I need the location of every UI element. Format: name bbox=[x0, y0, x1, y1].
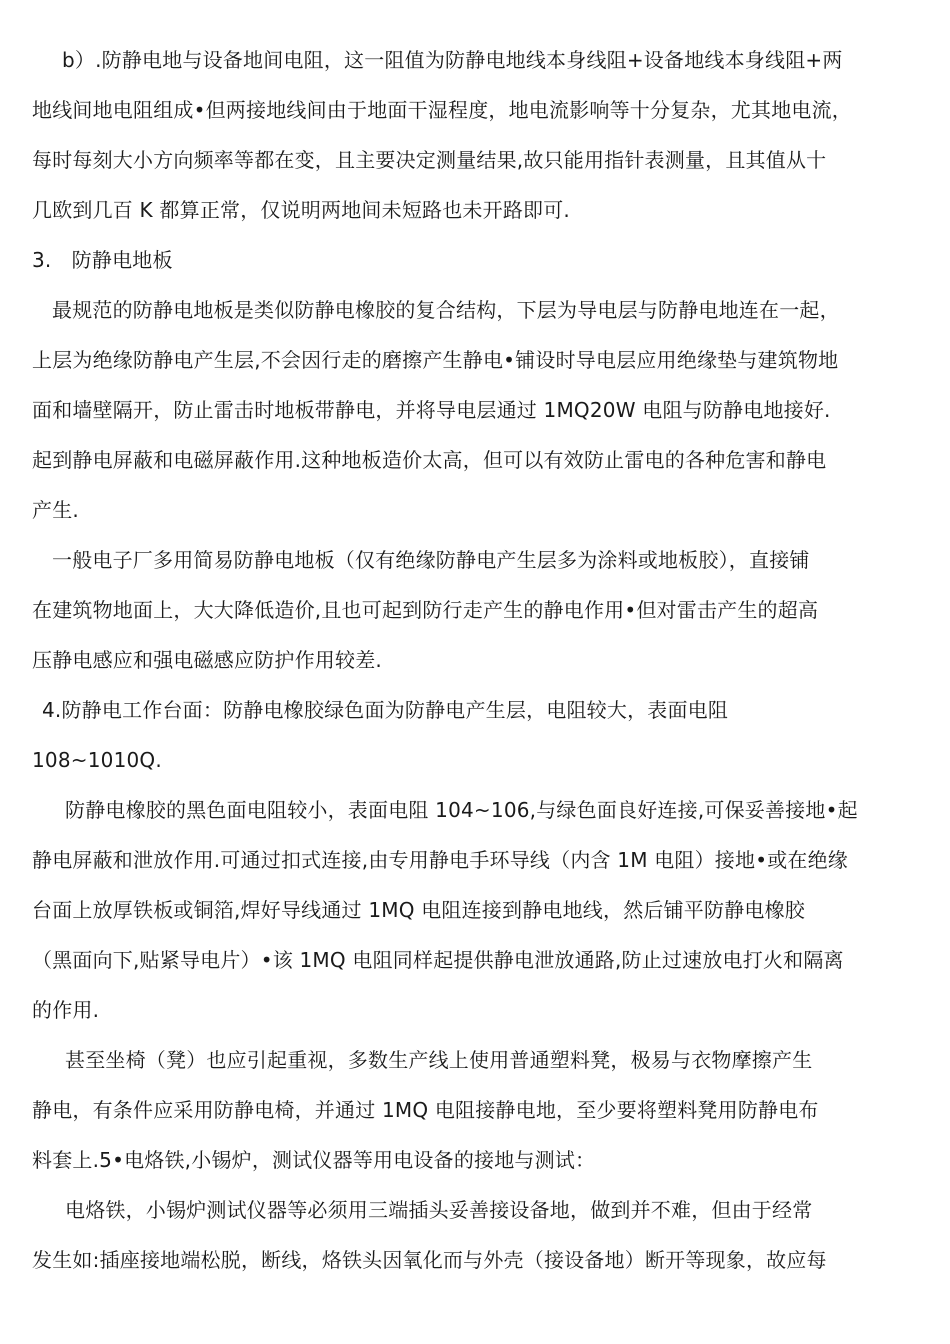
text-line: 面和墙壁隔开，防止雷击时地板带静电，并将导电层通过 1MQ20W 电阻与防静电地接好. bbox=[32, 398, 831, 422]
text-line: 的作用. bbox=[32, 998, 100, 1022]
text-line: 产生. bbox=[32, 498, 79, 522]
text-line: 108~1010Q. bbox=[32, 748, 162, 772]
text-line: 压静电感应和强电磁感应防护作用较差. bbox=[32, 648, 382, 672]
text-line: 最规范的防静电地板是类似防静电橡胶的复合结构，下层为导电层与防静电地连在一起， bbox=[52, 298, 840, 322]
text-line: 静电屏蔽和泄放作用.可通过扣式连接,由专用静电手环导线（内含 1M 电阻）接地•或在绝缘 bbox=[32, 848, 849, 872]
text-line: 静电，有条件应采用防静电椅，并通过 1MQ 电阻接静电地，至少要将塑料凳用防静电布 bbox=[32, 1098, 819, 1122]
section-heading: 4.防静电工作台面：防静电橡胶绿色面为防静电产生层，电阻较大，表面电阻 bbox=[42, 698, 729, 722]
text-line: 在建筑物地面上，大大降低造价,且也可起到防行走产生的静电作用•但对雷击产生的超高 bbox=[32, 598, 819, 622]
text-line: 起到静电屏蔽和电磁屏蔽作用.这种地板造价太高，但可以有效防止雷电的各种危害和静电 bbox=[32, 448, 827, 472]
section-heading: 3. 防静电地板 bbox=[32, 248, 173, 272]
text-line: 台面上放厚铁板或铜箔,焊好导线通过 1MQ 电阻连接到静电地线，然后铺平防静电橡胶 bbox=[32, 898, 805, 922]
text-line: b）.防静电地与设备地间电阻，这一阻值为防静电地线本身线阻+设备地线本身线阻+两 bbox=[62, 48, 843, 72]
text-line: 甚至坐椅（凳）也应引起重视，多数生产线上使用普通塑料凳，极易与衣物摩擦产生 bbox=[65, 1048, 813, 1072]
text-line: 一般电子厂多用简易防静电地板（仅有绝缘防静电产生层多为涂料或地板胶），直接铺 bbox=[52, 548, 810, 572]
text-line: 上层为绝缘防静电产生层,不会因行走的磨擦产生静电•铺设时导电层应用绝缘垫与建筑物地 bbox=[32, 348, 839, 372]
text-line: 料套上.5•电烙铁,小锡炉，测试仪器等用电设备的接地与测试： bbox=[32, 1148, 596, 1172]
text-line: 每时每刻大小方向频率等都在变，且主要决定测量结果,故只能用指针表测量，且其值从十 bbox=[32, 148, 827, 172]
text-line: 防静电橡胶的黑色面电阻较小，表面电阻 104~106,与绿色面良好连接,可保妥善接地•起 bbox=[65, 798, 858, 822]
text-line: 地线间地电阻组成•但两接地线间由于地面干湿程度，地电流影响等十分复杂，尤其地电流， bbox=[32, 98, 852, 122]
text-line: 发生如:插座接地端松脱，断线，烙铁头因氧化而与外壳（接设备地）断开等现象，故应每 bbox=[32, 1248, 827, 1272]
text-line: （黑面向下,贴紧导电片）•该 1MQ 电阻同样起提供静电泄放通路,防止过速放电打火和隔离 bbox=[32, 948, 844, 972]
text-line: 电烙铁，小锡炉测试仪器等必须用三端插头妥善接设备地，做到并不难，但由于经常 bbox=[65, 1198, 813, 1222]
text-line: 几欧到几百 K 都算正常，仅说明两地间未短路也未开路即可. bbox=[32, 198, 570, 222]
